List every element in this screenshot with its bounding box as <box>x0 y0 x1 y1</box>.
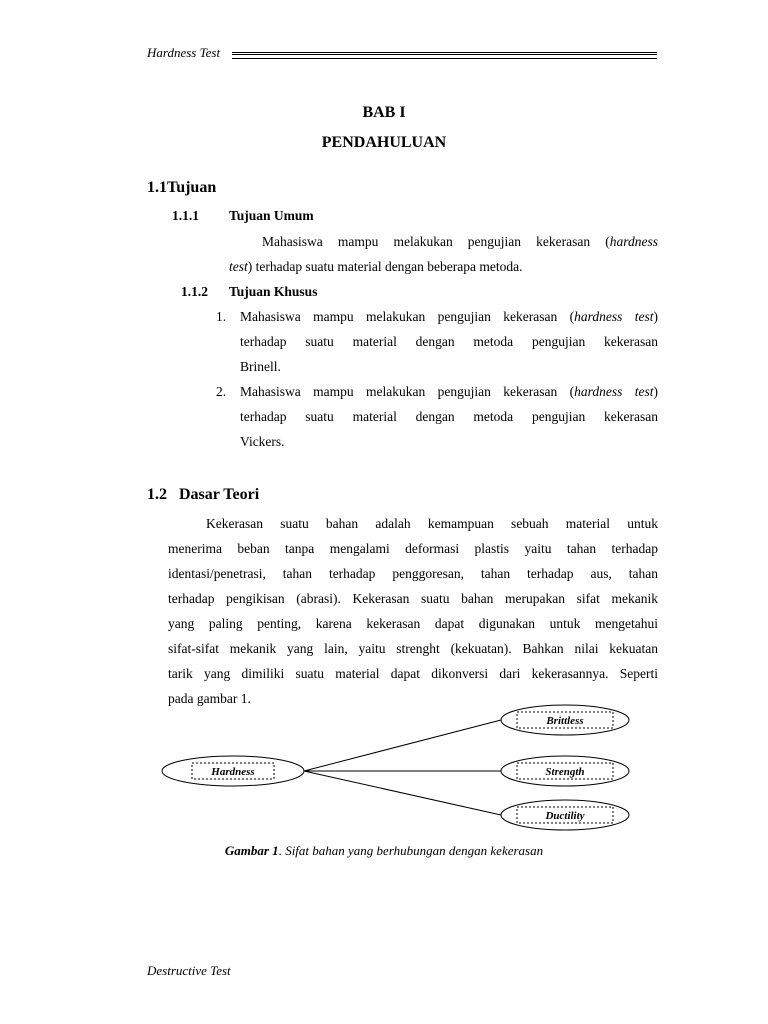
paragraph-line: yang paling penting, karena kekerasan dapat digunakan untuk mengetahui <box>168 616 658 631</box>
list-item-line: Mahasiswa mampu melakukan pengujian kekerasan (hardness test) <box>240 309 658 324</box>
paragraph-line: tarik yang dimiliki suatu material dapat dikonversi dari kekerasannya. Seperti <box>168 666 658 681</box>
node-ductility-label: Ductility <box>545 810 585 822</box>
sub-1-1-1-title: Tujuan Umum <box>229 208 314 223</box>
sub-1-1-1-line-1: Mahasiswa mampu melakukan pengujian kekerasan (hardness <box>262 234 658 249</box>
section-1-2-title: 1.2 Dasar Teori <box>147 486 260 503</box>
list-item-line: terhadap suatu material dengan metoda pengujian kekerasan <box>240 334 658 349</box>
list-item-marker: 2. <box>216 384 227 399</box>
sub-1-1-1-line-2: test) terhadap suatu material dengan beberapa metoda. <box>229 259 523 274</box>
running-footer: Destructive Test <box>147 963 231 978</box>
paragraph-line: menerima beban tanpa mengalami deformasi plastis yaitu tahan terhadap <box>168 541 658 556</box>
paragraph-line: identasi/penetrasi, tahan terhadap penggoresan, tahan terhadap aus, tahan <box>168 566 658 581</box>
chapter-number: BAB I <box>362 104 406 121</box>
line-to-brittless <box>304 720 501 771</box>
list-item-line: Vickers. <box>240 434 285 449</box>
paragraph-line: Kekerasan suatu bahan adalah kemampuan sebuah material untuk <box>206 516 658 531</box>
list-item-line: terhadap suatu material dengan metoda pengujian kekerasan <box>240 409 658 424</box>
paragraph-line: terhadap pengikisan (abrasi). Kekerasan suatu bahan merupakan sifat mekanik <box>168 591 658 606</box>
node-brittless-label: Brittless <box>546 715 584 727</box>
diagram-lines <box>304 720 501 815</box>
paragraph-line: sifat-sifat mekanik yang lain, yaitu strenght (kekuatan). Bahkan nilai kekuatan <box>168 641 658 656</box>
running-header: Hardness Test <box>147 45 221 60</box>
list-item-line: Mahasiswa mampu melakukan pengujian kekerasan (hardness test) <box>240 384 658 399</box>
node-strength <box>501 756 629 786</box>
node-brittless <box>501 705 629 735</box>
list-item-marker: 1. <box>216 309 227 324</box>
list-item-line: Brinell. <box>240 359 281 374</box>
node-hardness <box>162 756 304 786</box>
line-to-ductility <box>304 771 501 815</box>
node-ductility <box>501 800 629 830</box>
sub-1-1-2-title: Tujuan Khusus <box>229 284 318 299</box>
figure-caption: Gambar 1. Sifat bahan yang berhubungan dengan kekerasan <box>224 843 544 858</box>
chapter-title: PENDAHULUAN <box>321 134 447 151</box>
section-1-1-title: 1.1Tujuan <box>147 179 217 196</box>
node-hardness-label: Hardness <box>211 766 255 778</box>
sub-1-1-2-number: 1.1.2 <box>181 284 208 299</box>
paragraph-line: pada gambar 1. <box>168 691 251 706</box>
node-strength-label: Strength <box>545 766 585 778</box>
sub-1-1-1-number: 1.1.1 <box>172 208 199 223</box>
